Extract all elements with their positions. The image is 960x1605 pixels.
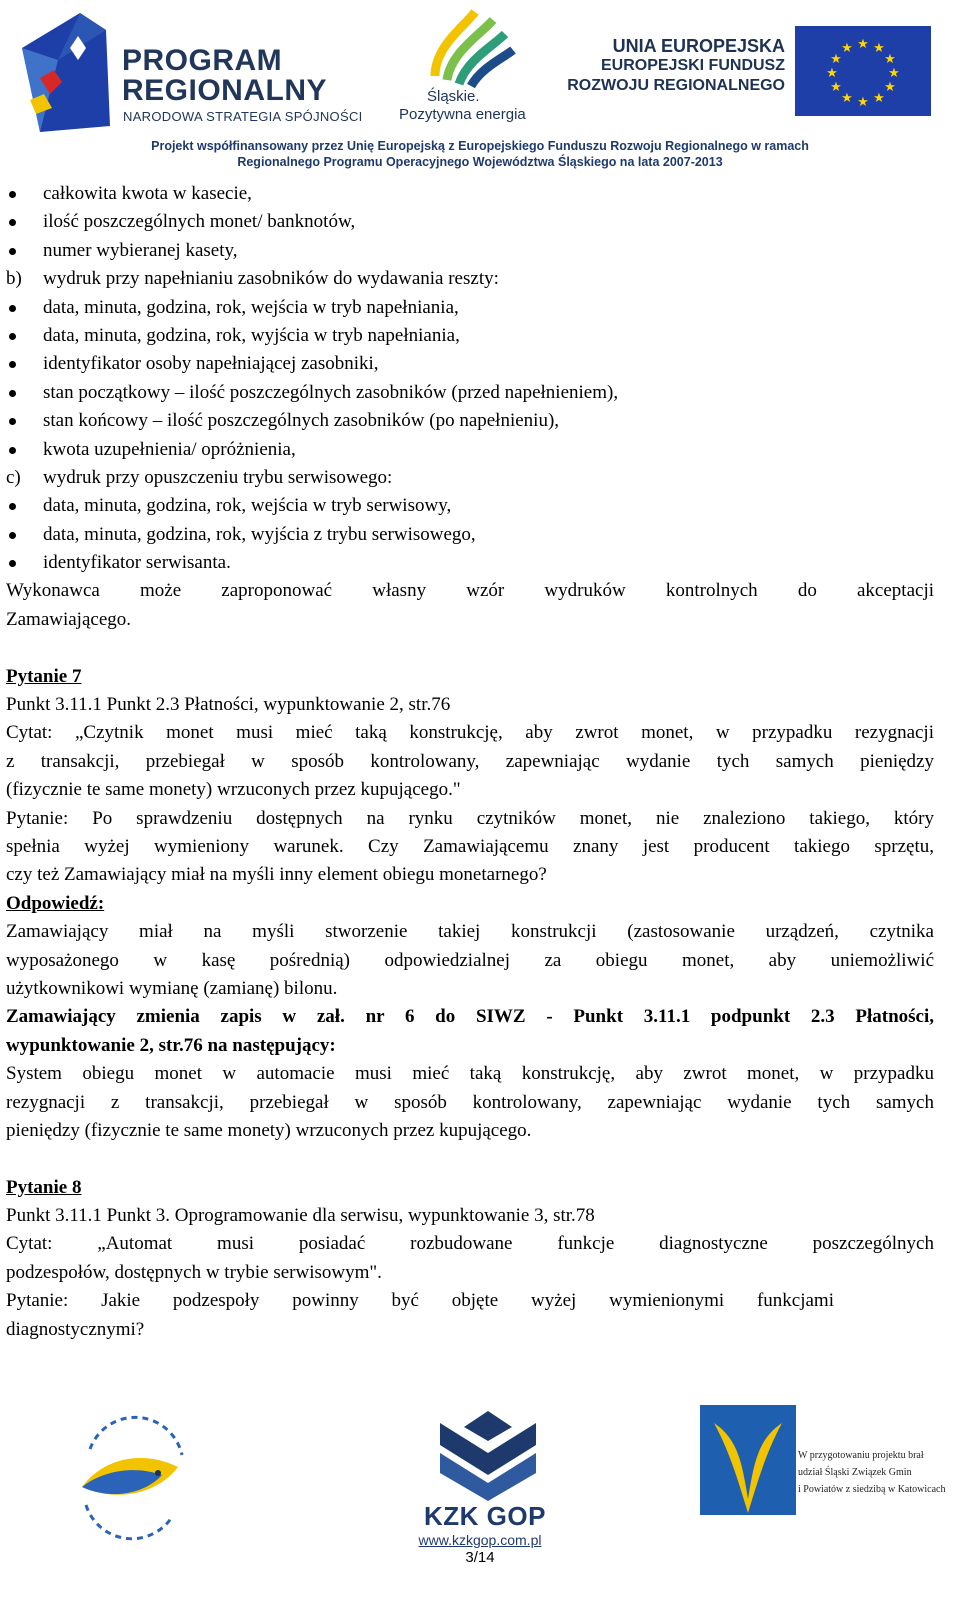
kzk-gop-name: KZK GOP [424, 1501, 546, 1531]
bullet-icon [9, 333, 16, 340]
list-item: ilość poszczególnych monet/ banknotów, [6, 208, 934, 236]
slaskie-tagline: Pozytywna energia [399, 106, 526, 123]
answer-title: Odpowiedź: [6, 892, 105, 914]
change-notice-line: wypunktowanie 2, str.76 na następujący: [6, 1034, 336, 1056]
slaskie-logo [395, 6, 545, 131]
question-7-question-line: czy też Zamawiający miał na myśli inny element obiegu monetarnego? [6, 864, 547, 886]
project-cofinancing-note [0, 138, 960, 170]
list-item: numer wybieranej kasety, [6, 237, 934, 265]
program-subtitle: NARODOWA STRATEGIA SPÓJNOŚCI [123, 109, 363, 124]
svg-text:★: ★ [826, 66, 838, 81]
question-8-quote-line: podzespołów, dostępnych w trybie serwisowym". [6, 1261, 382, 1283]
ue-line2: EUROPEJSKI FUNDUSZ [600, 57, 785, 74]
bullet-icon [9, 305, 16, 312]
wykonawca-paragraph-line: Zamawiającego. [6, 608, 132, 630]
svg-text:★: ★ [873, 41, 885, 56]
spacer [6, 1145, 934, 1173]
answer-line: Zamawiający miał na myśli stworzenie takiej konstrukcji (zastosowanie urządzeń, czytnika [6, 921, 934, 943]
svg-text:★: ★ [857, 37, 869, 52]
list-item: identyfikator serwisanta. [6, 549, 934, 577]
program-line1: PROGRAM [122, 44, 283, 77]
page-footer [0, 1395, 960, 1605]
bullet-icon [9, 390, 16, 397]
bullet-icon [9, 560, 16, 567]
answer-line: użytkownikowi wymianę (zamianę) bilonu. [6, 977, 338, 999]
question-8-title: Pytanie 8 [6, 1176, 82, 1198]
slaskie-waves-icon [395, 6, 545, 88]
slaski-zwiazek-gmin-logo [698, 1403, 798, 1535]
list-item: stan początkowy – ilość poszczególnych zasobników (przed napełnieniem), [6, 379, 934, 407]
list-item: data, minuta, godzina, rok, wyjścia z trybu serwisowego, [6, 521, 934, 549]
spacer [6, 634, 934, 662]
document-body [6, 180, 934, 1344]
section-b-heading: b) wydruk przy napełnianiu zasobników do wydawania reszty: [6, 268, 499, 290]
question-7-reference: Punkt 3.11.1 Punkt 2.3 Płatności, wypunktowanie 2, str.76 [6, 694, 451, 716]
eu-flag-icon [795, 26, 931, 116]
list-item: data, minuta, godzina, rok, wyjścia w tryb napełniania, [6, 322, 934, 350]
kzk-gop-link[interactable]: www.kzkgop.com.pl [418, 1532, 542, 1548]
ue-fund-text [560, 36, 785, 96]
list-item: data, minuta, godzina, rok, wejścia w tryb serwisowy, [6, 492, 934, 520]
program-regionalny-logo [10, 8, 380, 133]
list-item: identyfikator osoby napełniającej zasobniki, [6, 350, 934, 378]
list-item: data, minuta, godzina, rok, wejścia w tryb napełniania, [6, 294, 934, 322]
program-regionalny-emblem-icon [10, 8, 115, 133]
ue-line1: UNIA EUROPEJSKA [612, 36, 785, 56]
new-wording-line: System obiegu monet w automacie musi mieć taką konstrukcję, aby zwrot monet, w przypadku [6, 1063, 934, 1085]
slaska-karta-uslug-publicznych-logo [62, 1409, 197, 1544]
program-line2: REGIONALNY [122, 74, 328, 107]
program-title [122, 46, 327, 106]
question-8-quote-line: Cytat: „Automat musi posiadać rozbudowane funkcje diagnostyczne poszczególnych [6, 1233, 934, 1255]
section-c-heading: c) wydruk przy opuszczeniu trybu serwisowego: [6, 466, 393, 488]
question-7-question-line: spełnia wyżej wymieniony warunek. Czy Zamawiającemu znany jest producent takiego sprzętu, [6, 835, 934, 857]
wykonawca-paragraph-line: Wykonawca może zaproponować własny wzór wydruków kontrolnych do akceptacji [6, 580, 934, 602]
svg-text:★: ★ [884, 52, 896, 67]
bullet-icon [9, 248, 16, 255]
question-7-quote-line: (fizycznie te same monety) wrzuconych przez kupującego." [6, 779, 461, 801]
ue-line3: ROZWOJU REGIONALNEGO [567, 77, 785, 94]
question-8-question-line: diagnostycznymi? [6, 1318, 145, 1340]
answer-line: wyposażonego w kasę pośrednią) odpowiedzialnej za obiegu monet, aby uniemożliwić [6, 949, 934, 971]
szgp-note: W przygotowaniu projektu brał udział Śląski Związek Gmin i Powiatów z siedzibą w Katowicach [798, 1450, 946, 1495]
bullet-icon [9, 418, 16, 425]
project-line2: Regionalnego Programu Operacyjnego Województwa Śląskiego na lata 2007-2013 [237, 155, 723, 169]
page-number: 3/14 [465, 1549, 495, 1566]
kzk-gop-emblem-icon [418, 1403, 558, 1503]
svg-text:★: ★ [841, 41, 853, 56]
bullet-icon [9, 447, 16, 454]
svg-text:★: ★ [830, 80, 842, 95]
svg-text:★: ★ [841, 91, 853, 106]
change-notice-line: Zamawiający zmienia zapis w zał. nr 6 do SIWZ - Punkt 3.11.1 podpunkt 2.3 Płatności, [6, 1006, 934, 1028]
svg-text:★: ★ [873, 91, 885, 106]
new-wording-line: pieniędzy (fizycznie te same monety) wrzuconych przez kupującego. [6, 1119, 532, 1141]
bullet-icon [9, 191, 16, 198]
list-item: kwota uzupełnienia/ opróżnienia, [6, 436, 934, 464]
new-wording-line: rezygnacji z transakcji, przebiegał w sposób kontrolowany, zapewniając wydanie tych samych [6, 1091, 934, 1113]
question-7-title: Pytanie 7 [6, 665, 82, 687]
svg-text:★: ★ [857, 95, 869, 110]
slaska-karta-emblem-icon [62, 1409, 197, 1544]
question-7-question-line: Pytanie: Po sprawdzeniu dostępnych na rynku czytników monet, nie znaleziono takiego, który [6, 807, 934, 829]
question-8-question-line: Pytanie: Jakie podzespoły powinny być objęte wyżej wymienionymi funkcjami [6, 1290, 834, 1312]
slaski-zwiazek-gmin-emblem-icon [698, 1403, 798, 1535]
bullet-icon [9, 532, 16, 539]
question-7-quote-line: Cytat: „Czytnik monet musi mieć taką konstrukcję, aby zwrot monet, w przypadku rezygnacji [6, 722, 934, 744]
bullet-icon [9, 503, 16, 510]
svg-text:★: ★ [884, 80, 896, 95]
svg-text:★: ★ [830, 52, 842, 67]
project-line1: Projekt współfinansowany przez Unię Europejską z Europejskiego Funduszu Rozwoju Regionalnego w ramach [151, 139, 809, 153]
bullet-icon [9, 219, 16, 226]
list-item: stan końcowy – ilość poszczególnych zasobników (po napełnieniu), [6, 407, 934, 435]
question-7-quote-line: z transakcji, przebiegał w sposób kontrolowany, zapewniając wydanie tych samych pieniędzy [6, 750, 934, 772]
list-item: całkowita kwota w kasecie, [6, 180, 934, 208]
page-header [0, 0, 960, 180]
bullet-icon [9, 361, 16, 368]
question-8-reference: Punkt 3.11.1 Punkt 3. Oprogramowanie dla serwisu, wypunktowanie 3, str.78 [6, 1205, 595, 1227]
svg-text:★: ★ [888, 66, 900, 81]
slaskie-name: Śląskie. [427, 88, 480, 105]
